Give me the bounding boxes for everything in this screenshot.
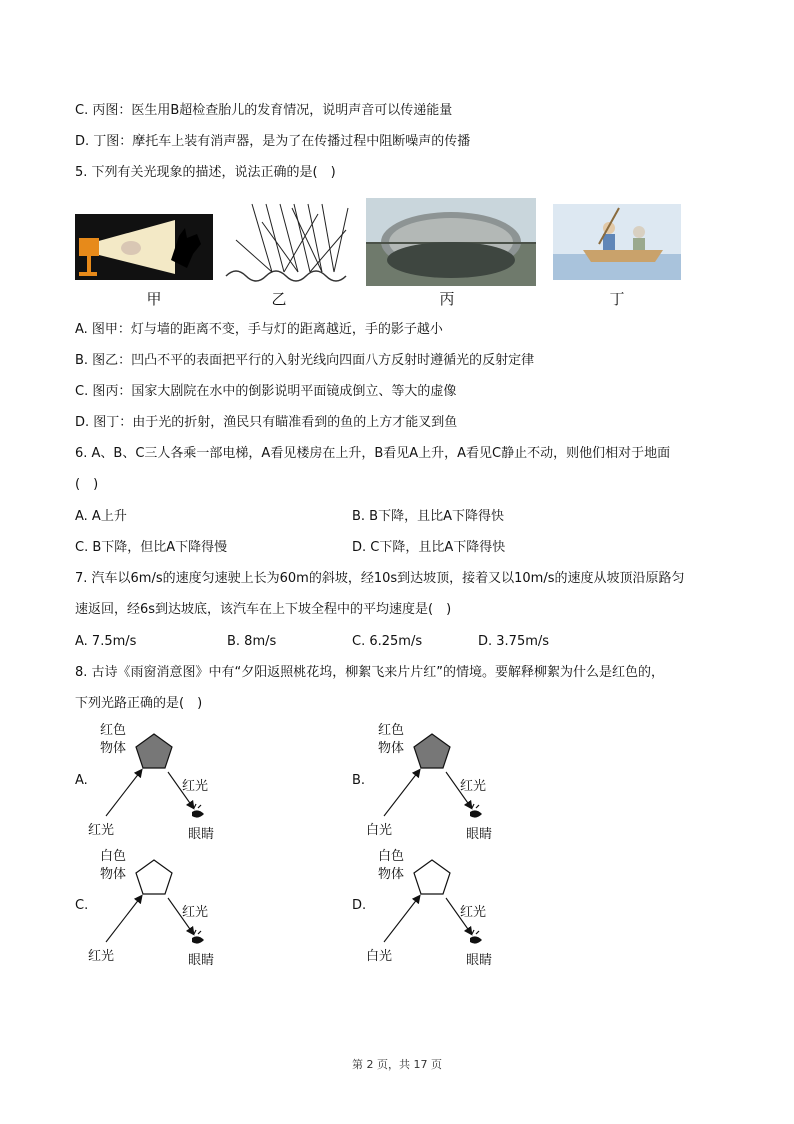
object-label-line1: 红色 xyxy=(378,723,405,738)
caption-bing: 丙 xyxy=(439,290,455,308)
reflected-light-label: 红光 xyxy=(460,779,487,794)
q5-option-a: A. 图甲：灯与墙的距离不变，手与灯的距离越近，手的影子越小 xyxy=(75,322,443,337)
reflected-light-label: 红光 xyxy=(460,905,487,920)
q5-option-c: C. 图丙：国家大剧院在水中的倒影说明平面镜成倒立、等大的虚像 xyxy=(75,384,457,399)
eye-label: 眼睛 xyxy=(466,827,493,842)
q8-option-a-diagram xyxy=(82,716,232,846)
object-label-line1: 白色 xyxy=(378,849,405,864)
object-pentagon xyxy=(414,860,450,894)
object-label-line2: 物体 xyxy=(100,741,127,756)
incident-ray xyxy=(384,772,418,816)
caption-jia: 甲 xyxy=(146,290,162,308)
object-label-line1: 红色 xyxy=(100,723,127,738)
q4-option-d: D. 丁图：摩托车上装有消声器，是为了在传播过程中阻断噪声的传播 xyxy=(75,134,471,149)
eye-label: 眼睛 xyxy=(188,953,215,968)
shadow-hand-picture xyxy=(75,214,213,280)
q6-option-d: D. C下降，且比A下降得快 xyxy=(352,540,506,555)
q6-option-c: C. B下降，但比A下降得慢 xyxy=(75,540,228,555)
fisherman-picture xyxy=(553,204,681,280)
diffuse-reflection-picture xyxy=(222,200,352,286)
object-label-line2: 物体 xyxy=(378,741,405,756)
q5-stem: 5. 下列有关光现象的描述，说法正确的是( ) xyxy=(75,165,336,180)
incident-ray xyxy=(384,898,418,942)
incident-ray xyxy=(106,898,140,942)
q8-option-b-label: B. xyxy=(352,773,366,788)
incident-light-label: 红光 xyxy=(88,823,115,838)
q8-stem-line1: 8. 古诗《雨窗消意图》中有“夕阳返照桃花坞，柳絮飞来片片红”的情境。要解释柳絮为什么是红色的， xyxy=(75,665,665,680)
grand-theatre-picture xyxy=(366,198,536,286)
q8-option-d-diagram xyxy=(360,842,510,972)
object-pentagon xyxy=(136,734,172,768)
eye-icon xyxy=(470,930,482,944)
page-footer: 第 2 页，共 17 页 xyxy=(352,1058,442,1071)
reflected-light-label: 红光 xyxy=(182,905,209,920)
q7-stem-line1: 7. 汽车以6m/s的速度匀速驶上长为60m的斜坡，经10s到达坡顶，接着又以10m/s的速度从坡顶沿原路匀 xyxy=(75,571,685,586)
q7-option-a: A. 7.5m/s xyxy=(75,634,137,649)
q6-stem-line2: ( ) xyxy=(75,477,99,492)
incident-light-label: 红光 xyxy=(88,949,115,964)
reflected-light-label: 红光 xyxy=(182,779,209,794)
q8-option-a-label: A. xyxy=(75,773,88,788)
q4-option-c: C. 丙图：医生用B超检查胎儿的发育情况，说明声音可以传递能量 xyxy=(75,103,453,118)
q6-option-a: A. A上升 xyxy=(75,509,127,524)
eye-label: 眼睛 xyxy=(466,953,493,968)
q8-option-b-diagram xyxy=(360,716,510,846)
object-pentagon xyxy=(136,860,172,894)
q7-option-c: C. 6.25m/s xyxy=(352,634,423,649)
incident-light-label: 白光 xyxy=(366,949,393,964)
q7-option-b: B. 8m/s xyxy=(227,634,277,649)
q7-stem-line2: 速返回，经6s到达坡底，该汽车在上下坡全程中的平均速度是( ) xyxy=(75,602,452,617)
incident-ray xyxy=(106,772,140,816)
q8-stem-line2: 下列光路正确的是( ) xyxy=(75,696,203,711)
q8-option-c-label: C. xyxy=(75,898,89,913)
q5-option-b: B. 图乙：凹凸不平的表面把平行的入射光线向四面八方反射时遵循光的反射定律 xyxy=(75,353,535,368)
q7-option-d: D. 3.75m/s xyxy=(478,634,550,649)
object-label-line1: 白色 xyxy=(100,849,127,864)
object-pentagon xyxy=(414,734,450,768)
object-label-line2: 物体 xyxy=(100,867,127,882)
q6-option-b: B. B下降，且比A下降得快 xyxy=(352,509,504,524)
eye-label: 眼睛 xyxy=(188,827,215,842)
eye-icon xyxy=(192,930,204,944)
eye-icon xyxy=(470,804,482,818)
incident-light-label: 白光 xyxy=(366,823,393,838)
caption-ding: 丁 xyxy=(609,290,625,308)
q8-option-c-diagram xyxy=(82,842,232,972)
q8-option-d-label: D. xyxy=(352,898,367,913)
q5-option-d: D. 图丁：由于光的折射，渔民只有瞄准看到的鱼的上方才能叉到鱼 xyxy=(75,415,458,430)
q6-stem-line1: 6. A、B、C三人各乘一部电梯，A看见楼房在上升，B看见A上升，A看见C静止不动，则他们相对于地面 xyxy=(75,446,671,461)
caption-yi: 乙 xyxy=(271,290,287,308)
eye-icon xyxy=(192,804,204,818)
object-label-line2: 物体 xyxy=(378,867,405,882)
